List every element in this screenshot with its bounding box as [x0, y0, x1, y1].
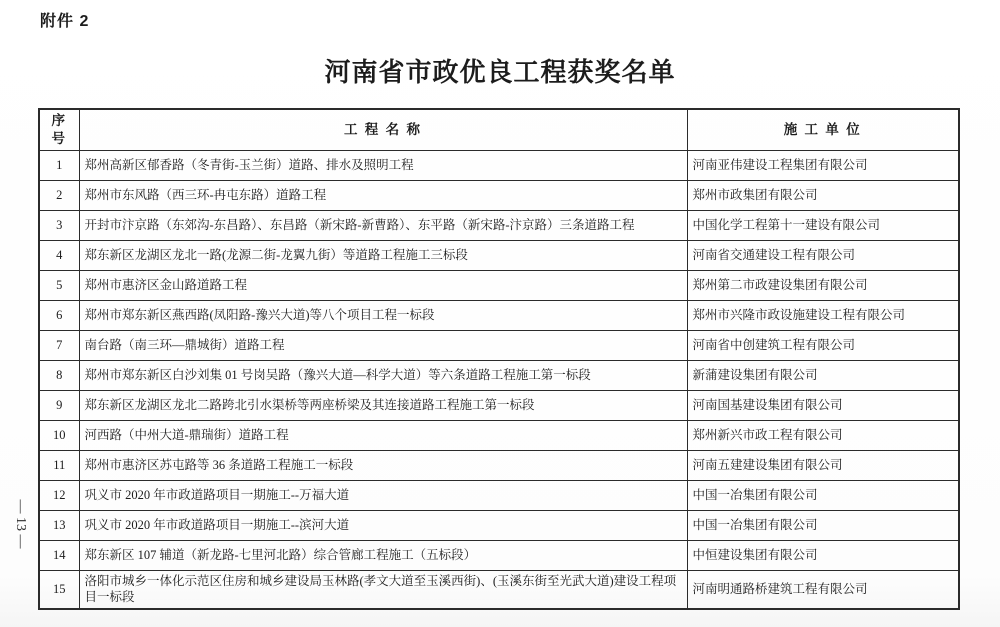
- project-name-cell: 郑州市惠济区金山路道路工程: [79, 270, 687, 300]
- table-row: [39, 390, 959, 420]
- project-name-cell: 郑州市郑东新区燕西路(凤阳路-豫兴大道)等八个项目工程一标段: [79, 300, 687, 330]
- company-cell: 中国化学工程第十一建设有限公司: [687, 210, 959, 240]
- company-cell: 河南省中创建筑工程有限公司: [687, 330, 959, 360]
- row-number-cell: 3: [39, 210, 79, 240]
- row-number-cell: 4: [39, 240, 79, 270]
- row-number-cell: 8: [39, 360, 79, 390]
- table-row: [39, 480, 959, 510]
- column-header-no: 序号: [39, 109, 79, 150]
- table-row: [39, 450, 959, 480]
- project-name-cell: 郑州市郑东新区白沙刘集 01 号岗吴路（豫兴大道—科学大道）等六条道路工程施工第一标段: [79, 360, 687, 390]
- project-name-cell: 开封市汴京路（东郊沟-东昌路）、东昌路（新宋路-新曹路）、东平路（新宋路-汴京路）三条道路工程: [79, 210, 687, 240]
- column-header-company: 施 工 单 位: [687, 109, 959, 150]
- row-number-cell: 9: [39, 390, 79, 420]
- company-cell: 中国一冶集团有限公司: [687, 510, 959, 540]
- company-cell: 河南省交通建设工程有限公司: [687, 240, 959, 270]
- company-cell: 中国一冶集团有限公司: [687, 480, 959, 510]
- row-number-cell: 2: [39, 180, 79, 210]
- project-name-cell: 郑东新区龙湖区龙北一路(龙源二街-龙翼九街）等道路工程施工三标段: [79, 240, 687, 270]
- table-row: [39, 210, 959, 240]
- project-name-cell: 郑东新区 107 辅道（新龙路-七里河北路）综合管廊工程施工（五标段）: [79, 540, 687, 570]
- table-row: [39, 270, 959, 300]
- company-cell: 河南明通路桥建筑工程有限公司: [687, 570, 959, 609]
- row-number-cell: 14: [39, 540, 79, 570]
- award-table: [38, 108, 960, 610]
- project-name-cell: 河西路（中州大道-鼎瑞街）道路工程: [79, 420, 687, 450]
- company-cell: 郑州第二市政建设集团有限公司: [687, 270, 959, 300]
- company-cell: 郑州新兴市政工程有限公司: [687, 420, 959, 450]
- attachment-label: 附件 2: [40, 13, 90, 30]
- company-cell: 郑州市政集团有限公司: [687, 180, 959, 210]
- project-name-cell: 郑州市惠济区苏屯路等 36 条道路工程施工一标段: [79, 450, 687, 480]
- row-number-cell: 10: [39, 420, 79, 450]
- table-row: [39, 150, 959, 180]
- column-header-project: 工 程 名 称: [79, 109, 687, 150]
- header-row: [39, 109, 959, 150]
- table-row: [39, 240, 959, 270]
- project-name-cell: 郑州市东风路（西三环-冉屯东路）道路工程: [79, 180, 687, 210]
- table-row: [39, 510, 959, 540]
- row-number-cell: 5: [39, 270, 79, 300]
- row-number-cell: 11: [39, 450, 79, 480]
- project-name-cell: 郑东新区龙湖区龙北二路跨北引水渠桥等两座桥梁及其连接道路工程施工第一标段: [79, 390, 687, 420]
- row-number-cell: 1: [39, 150, 79, 180]
- table-row: [39, 300, 959, 330]
- project-name-cell: 巩义市 2020 年市政道路项目一期施工--滨河大道: [79, 510, 687, 540]
- page-number: — 13 —: [13, 499, 28, 549]
- row-number-cell: 13: [39, 510, 79, 540]
- project-name-cell: 南台路（南三环—鼎城街）道路工程: [79, 330, 687, 360]
- table-row: [39, 360, 959, 390]
- company-cell: 郑州市兴隆市政设施建设工程有限公司: [687, 300, 959, 330]
- row-number-cell: 6: [39, 300, 79, 330]
- row-number-cell: 15: [39, 570, 79, 609]
- company-cell: 河南五建建设集团有限公司: [687, 450, 959, 480]
- table-row: [39, 570, 959, 609]
- table-row: [39, 180, 959, 210]
- row-number-cell: 12: [39, 480, 79, 510]
- table-body: [39, 150, 959, 609]
- company-cell: 中恒建设集团有限公司: [687, 540, 959, 570]
- table-header: [39, 109, 959, 150]
- table-row: [39, 330, 959, 360]
- project-name-cell: 洛阳市城乡一体化示范区住房和城乡建设局玉林路(孝文大道至玉溪西街)、(玉溪东街至光武大道)建设工程项目一标段: [79, 570, 687, 609]
- project-name-cell: 郑州高新区郁香路（冬青街-玉兰街）道路、排水及照明工程: [79, 150, 687, 180]
- company-cell: 河南国基建设集团有限公司: [687, 390, 959, 420]
- company-cell: 河南亚伟建设工程集团有限公司: [687, 150, 959, 180]
- project-name-cell: 巩义市 2020 年市政道路项目一期施工--万福大道: [79, 480, 687, 510]
- table-row: [39, 540, 959, 570]
- table-row: [39, 420, 959, 450]
- row-number-cell: 7: [39, 330, 79, 360]
- page-title: 河南省市政优良工程获奖名单: [324, 57, 676, 87]
- company-cell: 新蒲建设集团有限公司: [687, 360, 959, 390]
